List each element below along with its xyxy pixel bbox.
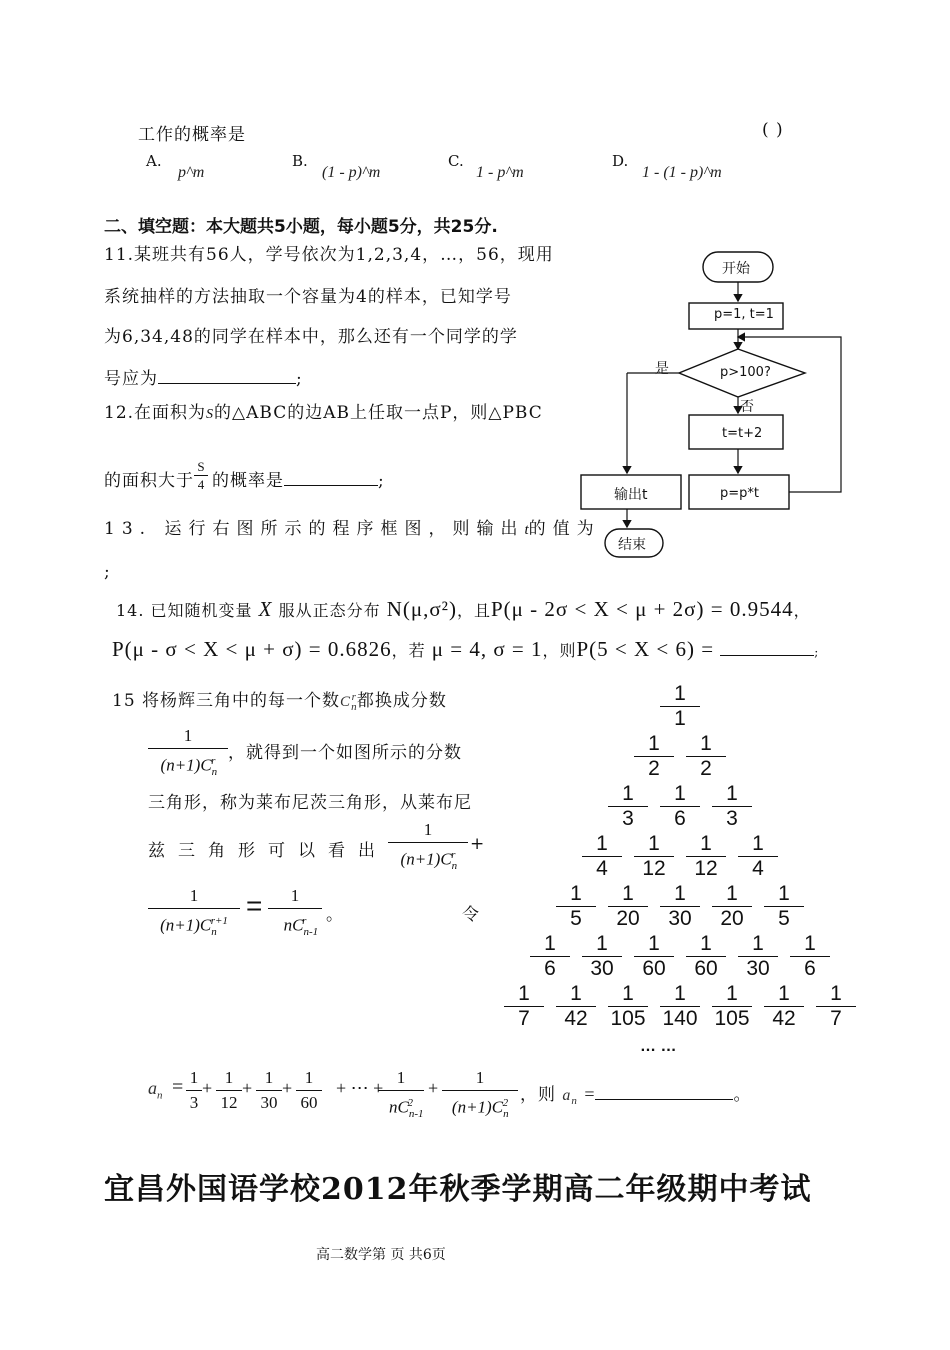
leibniz-fraction <box>712 782 752 831</box>
q15-frac-generic <box>148 724 228 784</box>
q15-plus: + <box>470 834 486 854</box>
q14-distribution: N(μ,σ²) <box>386 597 457 621</box>
q14-params: μ = 4, σ = 1 <box>431 637 543 661</box>
an-term-fraction <box>296 1066 322 1115</box>
q12-line2b <box>212 466 385 491</box>
q14-line2 <box>112 637 819 662</box>
leibniz-fraction <box>738 932 778 981</box>
section-heading: 二、填空题：本大题共5小题，每小题5分，共25分. <box>104 217 498 237</box>
q12-fraction <box>194 458 208 493</box>
leibniz-fraction <box>712 882 752 931</box>
q13-var-t: t <box>524 522 529 538</box>
q14-answer-blank[interactable] <box>720 654 814 656</box>
leibniz-denominator: 6 <box>674 807 686 830</box>
page-footer: 高二数学第 页 共6页 <box>316 1247 446 1263</box>
leibniz-denominator: 42 <box>564 1007 588 1030</box>
leibniz-denominator: 12 <box>694 857 718 880</box>
leibniz-fraction <box>660 882 700 931</box>
an-term-numerator: 1 <box>296 1066 322 1091</box>
leibniz-denominator: 105 <box>610 1007 646 1030</box>
an-ellipsis: + ⋯ + <box>336 1078 384 1098</box>
q10-option-a-letter: A. <box>146 152 162 170</box>
leibniz-denominator: 6 <box>544 957 556 980</box>
an-label-letter: a <box>148 1078 157 1098</box>
an-term-numerator: 1 <box>216 1066 242 1091</box>
q14-line1 <box>116 597 811 622</box>
q15-frac-c <box>268 884 322 944</box>
leibniz-fraction <box>556 982 596 1031</box>
leibniz-denominator: 4 <box>752 857 764 880</box>
leibniz-fraction <box>686 832 726 881</box>
an-end: 。 <box>733 1085 752 1105</box>
an-frac-last <box>442 1066 518 1126</box>
leibniz-fraction <box>686 932 726 981</box>
q15-ling: 令 <box>462 905 480 925</box>
q14-text3: ，且 <box>456 601 491 620</box>
q14-text4: ，若 <box>391 641 426 660</box>
q14-end: ; <box>814 645 820 659</box>
leibniz-denominator: 30 <box>668 907 692 930</box>
q10-option-c-letter: C. <box>448 152 464 170</box>
leibniz-fraction <box>634 732 674 781</box>
q15-frac-b <box>148 884 240 944</box>
leibniz-fraction <box>504 982 544 1031</box>
leibniz-denominator: 5 <box>778 907 790 930</box>
leibniz-fraction <box>660 782 700 831</box>
leibniz-numerator: 1 <box>686 732 726 757</box>
an-ask-label: $a_n$ <box>562 1087 578 1108</box>
q14-label: 14. <box>116 601 145 620</box>
q15-answer-blank[interactable] <box>595 1098 733 1100</box>
an-term-fraction <box>256 1066 282 1115</box>
an-frac-penultimate-den: $nC_{n-1}^2$ <box>388 1097 424 1121</box>
q12-line2b-text: 的概率是 <box>212 471 284 491</box>
leibniz-fraction <box>764 882 804 931</box>
leibniz-numerator: 1 <box>504 982 544 1007</box>
q15-line4: 兹三角形可以看出 <box>148 841 388 861</box>
an-frac-penultimate <box>378 1066 424 1126</box>
leibniz-fraction <box>816 982 856 1031</box>
an-then-text: ，则 <box>520 1085 556 1105</box>
q15-line3: 三角形，称为莱布尼茨三角形，从莱布尼 <box>148 793 472 813</box>
q15-frac-a <box>388 818 468 878</box>
leibniz-fraction <box>712 982 752 1031</box>
q12-answer-blank[interactable] <box>284 484 378 486</box>
an-label: $a_n$ <box>148 1078 163 1102</box>
flowchart-end-label: 结束 <box>618 537 646 553</box>
q15-line1 <box>112 686 447 713</box>
leibniz-denominator: 20 <box>616 907 640 930</box>
leibniz-numerator: 1 <box>712 782 752 807</box>
leibniz-fraction <box>738 832 778 881</box>
q15-frac-c-num: 1 <box>268 884 322 909</box>
q12-end: ; <box>378 471 385 491</box>
q11-line3: 为6,34,48的同学在样本中，那么还有一个同学的学 <box>104 327 518 347</box>
leibniz-fraction <box>660 682 700 731</box>
q15-binom: $C_n^r$ <box>340 691 358 713</box>
leibniz-numerator: 1 <box>556 982 596 1007</box>
flowchart <box>575 245 850 565</box>
flowchart-yes-label: 是 <box>655 361 669 377</box>
an-term-fraction <box>186 1066 202 1115</box>
leibniz-numerator: 1 <box>660 882 700 907</box>
q12-line1a: 12.在面积为 <box>104 403 207 423</box>
q13-line1 <box>104 514 601 539</box>
q10-option-d-expr: 1 - (1 - p)^m <box>642 164 722 181</box>
leibniz-numerator: 1 <box>634 732 674 757</box>
leibniz-numerator: 1 <box>712 982 752 1007</box>
q13-line2: ; <box>104 562 111 582</box>
an-term-denominator: 60 <box>300 1093 318 1112</box>
q14-var-x: X <box>258 597 273 621</box>
leibniz-denominator: 60 <box>642 957 666 980</box>
flowchart-output-label: 输出t <box>614 487 648 503</box>
q15-line2: ，就得到一个如图所示的分数 <box>228 743 462 763</box>
leibniz-numerator: 1 <box>582 932 622 957</box>
leibniz-denominator: 60 <box>694 957 718 980</box>
leibniz-numerator: 1 <box>660 982 700 1007</box>
q10-option-d-letter: D. <box>612 152 629 170</box>
q14-p2: P(μ - σ < X < μ + σ) = 0.6826 <box>112 637 392 661</box>
q13-line1a: 13. 运行右图所示的程序框图，则输出 <box>104 519 525 539</box>
q15-frac-a-num: 1 <box>388 818 468 843</box>
an-plus: + <box>242 1078 253 1098</box>
leibniz-fraction <box>790 932 830 981</box>
an-plus: + <box>202 1078 213 1098</box>
leibniz-denominator: 30 <box>590 957 614 980</box>
leibniz-numerator: 1 <box>660 782 700 807</box>
q15-period: 。 <box>326 905 344 925</box>
q12-line1 <box>104 398 543 423</box>
flowchart-init-label: p=1, t=1 <box>714 307 774 322</box>
flowchart-step1-label: t=t+2 <box>722 426 763 441</box>
an-then <box>520 1080 751 1107</box>
leibniz-numerator: 1 <box>530 932 570 957</box>
flowchart-step2-label: p=p*t <box>720 486 759 501</box>
an-term-fraction <box>216 1066 242 1115</box>
q15-frac-a-den: $(n+1)C_n^r$ <box>400 849 458 873</box>
leibniz-numerator: 1 <box>608 782 648 807</box>
leibniz-denominator: 7 <box>518 1007 530 1030</box>
q11-line2: 系统抽样的方法抽取一个容量为4的样本，已知学号 <box>104 287 512 307</box>
an-frac-penultimate-num: 1 <box>378 1066 424 1091</box>
leibniz-fraction <box>686 732 726 781</box>
an-ask-equals: = <box>584 1084 596 1104</box>
leibniz-numerator: 1 <box>608 882 648 907</box>
leibniz-fraction <box>660 982 700 1031</box>
an-term-denominator: 12 <box>220 1093 238 1112</box>
leibniz-denominator: 105 <box>714 1007 750 1030</box>
flowchart-no-label: 否 <box>740 399 754 415</box>
leibniz-fraction <box>608 982 648 1031</box>
q10-option-c-expr: 1 - p^m <box>476 164 524 181</box>
leibniz-numerator: 1 <box>582 832 622 857</box>
leibniz-denominator: 2 <box>648 757 660 780</box>
leibniz-denominator: 2 <box>700 757 712 780</box>
q15-frac-generic-num: 1 <box>148 724 228 749</box>
q11-line1: 11.某班共有56人，学号依次为1,2,3,4，…，56，现用 <box>104 245 554 265</box>
q15-frac-generic-den: $(n+1)C_n^r$ <box>160 755 218 779</box>
leibniz-numerator: 1 <box>764 982 804 1007</box>
leibniz-numerator: 1 <box>608 982 648 1007</box>
an-plus-last: + <box>428 1078 439 1098</box>
q15-line1a: 15 将杨辉三角中的每一个数 <box>112 691 341 711</box>
flowchart-start-label: 开始 <box>722 261 750 277</box>
leibniz-numerator: 1 <box>712 882 752 907</box>
leibniz-fraction <box>608 782 648 831</box>
leibniz-fraction <box>764 982 804 1031</box>
an-equals: = <box>172 1076 184 1098</box>
q14-p1: P(μ - 2σ < X < μ + 2σ) = 0.9544 <box>490 597 794 621</box>
leibniz-dots: … … <box>640 1038 677 1055</box>
leibniz-numerator: 1 <box>686 932 726 957</box>
q10-answer-paren: ( ) <box>762 120 784 140</box>
leibniz-denominator: 3 <box>622 807 634 830</box>
q12-frac-num: S <box>194 458 208 476</box>
leibniz-denominator: 3 <box>726 807 738 830</box>
leibniz-numerator: 1 <box>816 982 856 1007</box>
exam-title: 宜昌外国语学校2012年秋季学期高二年级期中考试 <box>104 1172 812 1207</box>
an-frac-last-num: 1 <box>442 1066 518 1091</box>
q10-option-a-expr: p^m <box>178 164 205 181</box>
leibniz-denominator: 12 <box>642 857 666 880</box>
q15-frac-c-den: $nC_{n-1}^r$ <box>283 915 319 939</box>
leibniz-denominator: 5 <box>570 907 582 930</box>
leibniz-denominator: 30 <box>746 957 770 980</box>
leibniz-fraction <box>556 882 596 931</box>
leibniz-denominator: 4 <box>596 857 608 880</box>
q12-line1b: 的△ABC的边AB上任取一点P，则△PBC <box>214 403 543 423</box>
q14-text2: 服从正态分布 <box>278 601 381 620</box>
q15-line1b: 都换成分数 <box>356 691 447 711</box>
an-frac-last-den: $(n+1)C_n^2$ <box>451 1097 509 1121</box>
an-term-numerator: 1 <box>256 1066 282 1091</box>
leibniz-fraction <box>582 832 622 881</box>
leibniz-numerator: 1 <box>764 882 804 907</box>
q10-option-b-letter: B. <box>292 152 308 170</box>
an-plus: + <box>282 1078 293 1098</box>
q12-line2a: 的面积大于 <box>104 471 194 491</box>
leibniz-fraction <box>530 932 570 981</box>
leibniz-numerator: 1 <box>634 832 674 857</box>
leibniz-fraction <box>582 932 622 981</box>
leibniz-denominator: 1 <box>674 707 686 730</box>
q14-ask: P(5 < X < 6) = <box>576 637 715 661</box>
q11-line4 <box>104 364 303 389</box>
leibniz-denominator: 20 <box>720 907 744 930</box>
leibniz-numerator: 1 <box>634 932 674 957</box>
q15-frac-b-den: $(n+1)C_n^{r+1}$ <box>160 915 228 939</box>
q11-end: ; <box>296 369 303 389</box>
q12-frac-den: 4 <box>197 477 205 492</box>
q11-answer-blank[interactable] <box>158 382 296 384</box>
an-term-denominator: 30 <box>260 1093 278 1112</box>
q14-comma: ， <box>793 601 811 620</box>
leibniz-numerator: 1 <box>738 932 778 957</box>
leibniz-denominator: 6 <box>804 957 816 980</box>
leibniz-numerator: 1 <box>660 682 700 707</box>
leibniz-fraction <box>634 832 674 881</box>
q15-equals: = <box>246 890 263 921</box>
leibniz-numerator: 1 <box>738 832 778 857</box>
flowchart-cond-label: p>100? <box>720 365 771 380</box>
leibniz-denominator: 7 <box>830 1007 842 1030</box>
q10-option-b-expr: (1 - p)^m <box>322 164 381 181</box>
q13-line1b: 的值为 <box>528 519 601 539</box>
leibniz-fraction <box>634 932 674 981</box>
q14-text1: 已知随机变量 <box>150 601 253 620</box>
leibniz-denominator: 42 <box>772 1007 796 1030</box>
leibniz-numerator: 1 <box>686 832 726 857</box>
q15-frac-b-num: 1 <box>148 884 240 909</box>
q11-line4-text: 号应为 <box>104 369 158 389</box>
leibniz-fraction <box>608 882 648 931</box>
leibniz-numerator: 1 <box>556 882 596 907</box>
an-term-numerator: 1 <box>186 1066 202 1091</box>
q12-var-s: S <box>206 407 215 422</box>
q14-text5: ，则 <box>542 641 577 660</box>
leibniz-numerator: 1 <box>790 932 830 957</box>
an-term-denominator: 3 <box>189 1093 199 1112</box>
q10-stem-tail: 工作的概率是 <box>138 125 246 145</box>
leibniz-denominator: 140 <box>662 1007 698 1030</box>
